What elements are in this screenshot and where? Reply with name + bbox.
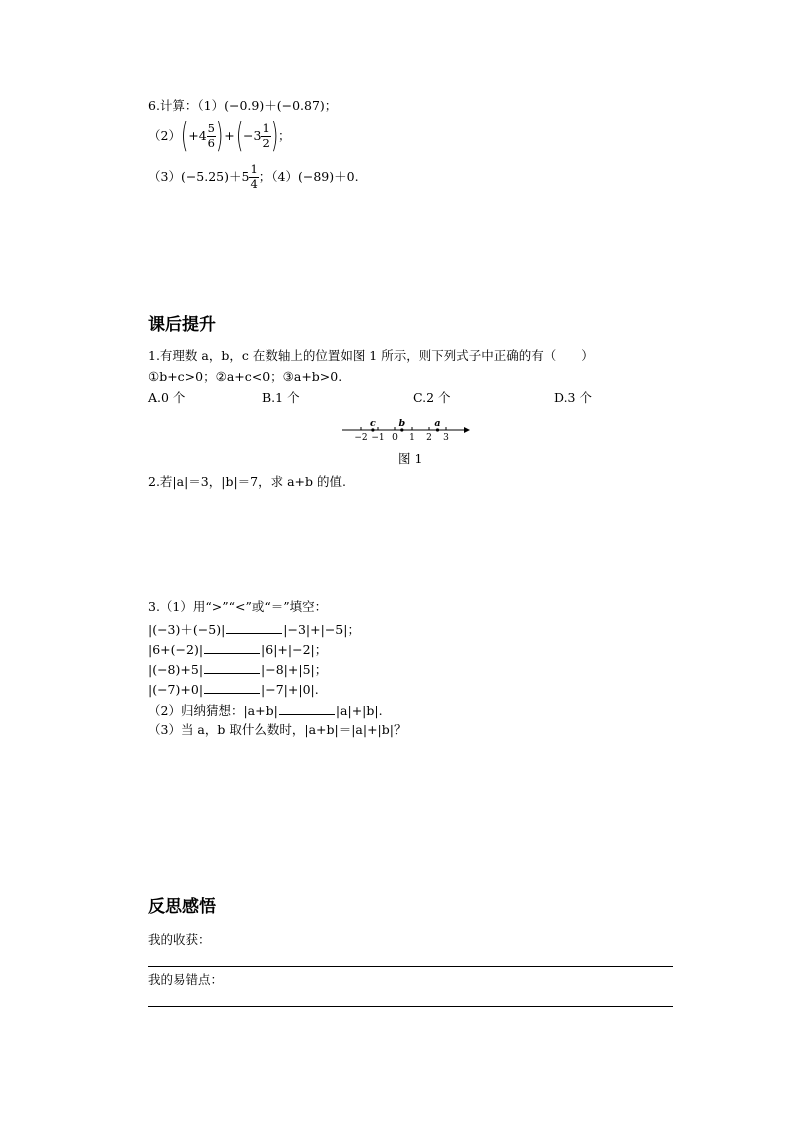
p3-row-right: |−8|+|5|； (261, 662, 328, 677)
right-paren: ) (270, 115, 279, 156)
section-heading-reflection: 反思感悟 (148, 897, 216, 917)
right-paren: ) (215, 115, 224, 156)
q6-part2 (148, 116, 291, 156)
q6-part2-prefix: （2） (148, 127, 181, 143)
section-heading-after-class: 课后提升 (148, 315, 216, 335)
point-label-a: a (434, 418, 441, 429)
axis-tick-label: −1 (371, 433, 385, 443)
point-label-b: b (398, 418, 406, 429)
p3-row-left: |6+(−2)| (148, 642, 204, 657)
q6-part3-suffix: ；（4）(−89)＋0. (258, 168, 359, 184)
q6-part3-fraction (249, 163, 258, 190)
axis-tick-label: 0 (392, 433, 398, 443)
axis-tick-label: 3 (443, 433, 449, 443)
q6-term2-sign: −3 (243, 127, 262, 143)
q6-term2-fraction (261, 122, 270, 149)
q6-part3 (148, 160, 359, 194)
q6-part2-suffix: ； (278, 127, 291, 143)
p1-stem: 1.有理数 a，b，c 在数轴上的位置如图 1 所示，则下列式子中正确的有（ ） (148, 348, 594, 363)
arrow-icon (464, 427, 470, 433)
reflect-gain-line[interactable] (148, 966, 673, 967)
p3-question-3: （3）当 a，b 取什么数时，|a+b|＝|a|+|b|？ (148, 722, 407, 737)
number-line-figure (338, 414, 473, 444)
p3-title: 3.（1）用“>”“<”或“＝”填空： (148, 599, 328, 614)
axis-tick-label: −2 (354, 433, 368, 443)
p3-row-right: |6|+|−2|； (261, 642, 328, 657)
answer-blank[interactable] (204, 642, 260, 654)
answer-blank[interactable] (204, 682, 260, 694)
q6-part3-prefix: （3）(−5.25)＋5 (148, 168, 250, 184)
reflect-gain-label: 我的收获： (148, 932, 211, 947)
p3-row-4 (148, 682, 319, 697)
axis-tick-label: 1 (409, 433, 415, 443)
point-label-c: c (370, 418, 376, 429)
q6-term1-sign: +4 (188, 127, 207, 143)
answer-blank[interactable] (226, 622, 282, 634)
p3-row-1 (148, 622, 360, 637)
p3-row-left: |(−3)＋(−5)| (148, 622, 226, 637)
left-paren: ( (235, 115, 244, 156)
p3-guess-suffix: |a|+|b|. (335, 703, 383, 718)
p3-row-2 (148, 642, 327, 657)
p1-option-c: C.2 个 (413, 390, 451, 405)
reflect-mistakes-label: 我的易错点： (148, 972, 224, 987)
fraction-denominator: 6 (207, 135, 215, 150)
fraction-denominator: 4 (250, 176, 258, 191)
left-paren: ( (180, 115, 189, 156)
p1-statements: ①b+c>0；②a+c<0；③a+b>0. (148, 369, 343, 384)
q6-line1: 6.计算：（1）(−0.9)＋(−0.87)； (148, 98, 338, 113)
p1-option-b: B.1 个 (262, 390, 300, 405)
p3-row-left: |(−7)+0| (148, 682, 204, 697)
p3-row-right: |−3|+|−5|； (283, 622, 360, 637)
figure-caption: 图 1 (398, 451, 423, 466)
fraction-numerator: 1 (250, 162, 258, 177)
p3-row-right: |−7|+|0|. (261, 682, 319, 697)
fraction-numerator: 5 (207, 121, 215, 136)
p1-option-d: D.3 个 (554, 390, 592, 405)
p3-guess (148, 703, 383, 718)
answer-blank[interactable] (204, 662, 260, 674)
p3-row-left: |(−8)+5| (148, 662, 204, 677)
reflect-mistakes-line[interactable] (148, 1006, 673, 1007)
answer-blank[interactable] (279, 703, 335, 715)
fraction-numerator: 1 (262, 121, 270, 136)
q6-term1-fraction (207, 122, 216, 149)
p2-question: 2.若|a|＝3，|b|＝7，求 a+b 的值. (148, 474, 346, 489)
p3-row-3 (148, 662, 327, 677)
axis-tick-label: 2 (426, 433, 432, 443)
fraction-denominator: 2 (262, 135, 270, 150)
p3-guess-prefix: （2）归纳猜想：|a+b| (148, 703, 278, 718)
q6-plus: + (224, 127, 235, 143)
p1-option-a: A.0 个 (148, 390, 186, 405)
